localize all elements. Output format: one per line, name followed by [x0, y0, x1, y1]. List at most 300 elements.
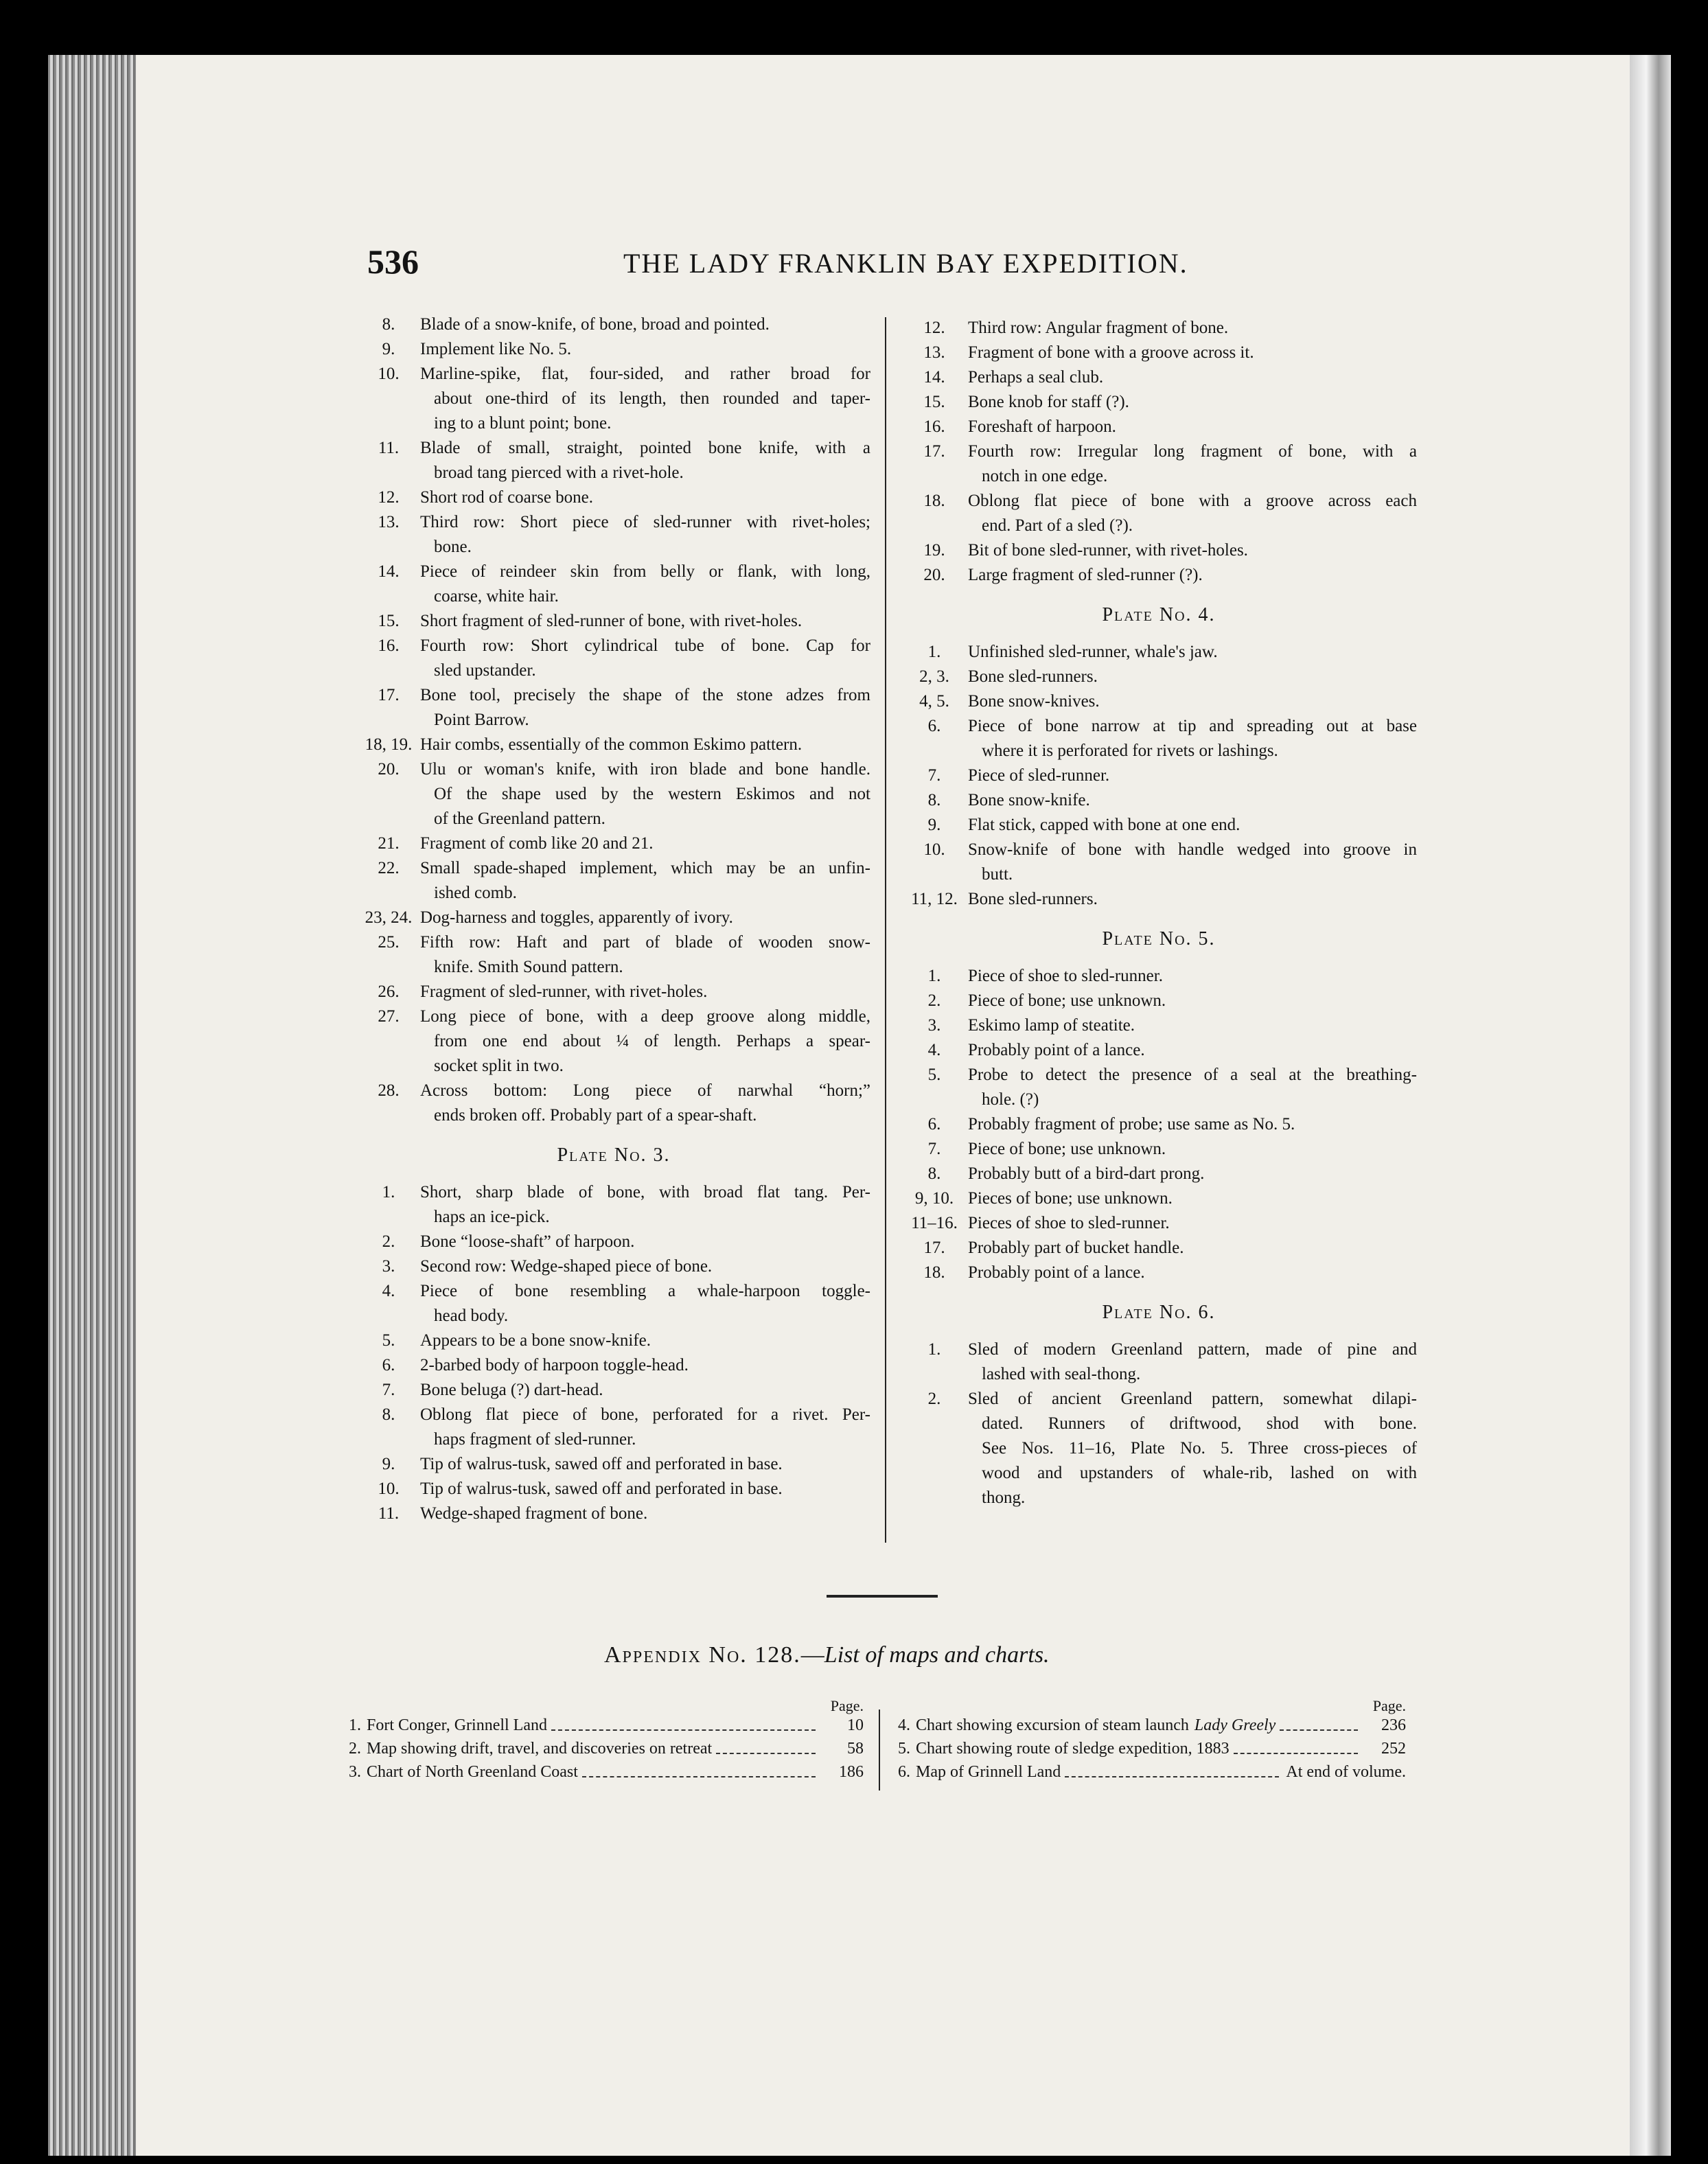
description-line: Piece of bone narrow at tip and spreading out at base: [968, 717, 1417, 735]
description-line: Probably point of a lance.: [968, 1263, 1145, 1282]
description-line: Third row: Short piece of sled-runner with rivet-holes;: [420, 513, 870, 531]
list-item: [901, 813, 1417, 838]
appendix-subtitle: List of maps and charts.: [824, 1642, 1050, 1668]
description-line: Blade of small, straight, pointed bone knife, with a: [420, 439, 870, 457]
item-description: [968, 640, 1417, 665]
list-item: [901, 1038, 1417, 1063]
list-item: [357, 733, 870, 757]
description-line: Oblong flat piece of bone, perforated for a rivet. Per-: [420, 1405, 870, 1424]
item-description: [968, 1337, 1417, 1387]
description-line: Marline-spike, flat, four-sided, and rather broad for: [420, 365, 870, 383]
item-number: 7.: [382, 1381, 395, 1399]
list-item: [357, 757, 870, 831]
description-line: Piece of reindeer skin from belly or flank, with long,: [420, 562, 870, 581]
item-number: 6.: [927, 717, 941, 735]
list-item: [901, 489, 1417, 538]
list-item: [357, 1501, 870, 1526]
map-list-item: [898, 1760, 1406, 1784]
description-line: Probably point of a lance.: [968, 1041, 1145, 1059]
list-item: [901, 316, 1417, 341]
list-item: [901, 365, 1417, 390]
plate-5-heading: Plate No. 5.: [1102, 928, 1216, 949]
item-number: 18, 19.: [365, 735, 413, 754]
item-description: [968, 665, 1417, 689]
appendix-label: Appendix No. 128.: [604, 1642, 801, 1668]
map-title: Map showing drift, travel, and discoveries on retreat: [367, 1739, 713, 1758]
item-description: [968, 365, 1417, 390]
list-item: [357, 1403, 870, 1452]
item-description: [968, 1063, 1417, 1112]
item-number: 26.: [378, 982, 400, 1001]
item-description: [968, 1211, 1417, 1236]
appendix-heading: [604, 1642, 1050, 1668]
left-column: [357, 312, 870, 1526]
description-line: head body.: [434, 1307, 509, 1325]
item-description: [968, 788, 1417, 813]
item-number: 11–16.: [911, 1214, 958, 1232]
item-number: 9.: [382, 340, 395, 358]
item-number: 21.: [378, 834, 400, 853]
list-item: [901, 415, 1417, 439]
description-line: Bone tool, precisely the shape of the stone adzes from: [420, 686, 870, 704]
item-number: 16.: [923, 417, 945, 436]
page-column-header: Page.: [830, 1697, 864, 1714]
list-item: [901, 538, 1417, 563]
item-description: [420, 1403, 870, 1452]
description-line: Probe to detect the presence of a seal at the breathing-: [968, 1066, 1417, 1084]
list-item: [901, 563, 1417, 588]
description-line: Bone sled-runners.: [968, 890, 1098, 908]
list-item: [901, 887, 1417, 912]
description-line: ends broken off. Probably part of a spear-shaft.: [434, 1106, 757, 1125]
list-item: [357, 1180, 870, 1230]
dot-leader: [1280, 1729, 1358, 1731]
list-item: [357, 906, 870, 930]
description-line: Foreshaft of harpoon.: [968, 417, 1116, 436]
item-description: [968, 989, 1417, 1013]
description-line: hole. (?): [982, 1090, 1039, 1109]
description-line: Pieces of bone; use unknown.: [968, 1189, 1173, 1208]
list-item: [901, 1162, 1417, 1186]
description-line: thong.: [982, 1488, 1026, 1507]
item-number: 3.: [382, 1257, 395, 1276]
item-description: [420, 1279, 870, 1328]
item-description: [420, 856, 870, 906]
description-line: Pieces of shoe to sled-runner.: [968, 1214, 1170, 1232]
item-number: 4, 5.: [919, 692, 949, 711]
map-number: 1.: [349, 1716, 361, 1734]
item-description: [420, 312, 870, 337]
description-line: Short fragment of sled-runner of bone, with rivet-holes.: [420, 612, 803, 630]
description-line: Perhaps a seal club.: [968, 368, 1104, 387]
map-number: 6.: [898, 1762, 910, 1781]
list-item: [901, 763, 1417, 788]
item-number: 14.: [923, 368, 945, 387]
item-number: 14.: [378, 562, 400, 581]
description-line: butt.: [982, 865, 1013, 884]
list-item: [901, 390, 1417, 415]
description-line: Piece of shoe to sled-runner.: [968, 967, 1163, 985]
list-item: [357, 312, 870, 337]
item-description: [420, 733, 870, 757]
description-line: Of the shape used by the western Eskimos and not: [434, 785, 870, 803]
item-description: [420, 485, 870, 510]
map-title: Chart showing route of sledge expedition, 1883: [916, 1739, 1230, 1758]
item-description: [420, 1004, 870, 1079]
item-description: [420, 634, 870, 683]
description-line: Ulu or woman's knife, with iron blade and bone handle.: [420, 760, 870, 779]
description-line: Appears to be a bone snow-knife.: [420, 1331, 651, 1350]
item-number: 10.: [378, 365, 400, 383]
item-description: [420, 1452, 870, 1477]
item-number: 1.: [927, 967, 941, 985]
description-line: Piece of bone; use unknown.: [968, 991, 1166, 1010]
list-item: [357, 856, 870, 906]
maps-table-right: [898, 1697, 1406, 1784]
description-line: dated. Runners of driftwood, shod with bone.: [982, 1414, 1417, 1433]
item-description: [968, 1013, 1417, 1038]
description-line: Long piece of bone, with a deep groove along middle,: [420, 1007, 870, 1026]
description-line: wood and upstanders of whale-rib, lashed on with: [982, 1464, 1417, 1482]
list-item: [357, 1328, 870, 1353]
description-line: Fourth row: Short cylindrical tube of bone. Cap for: [420, 636, 870, 655]
item-description: [420, 906, 870, 930]
item-number: 13.: [378, 513, 400, 531]
list-item: [357, 436, 870, 485]
description-line: Sled of modern Greenland pattern, made of pine and: [968, 1340, 1417, 1359]
list-item: [357, 560, 870, 609]
description-line: Probably fragment of probe; use same as No. 5.: [968, 1115, 1295, 1133]
item-number: 20.: [378, 760, 400, 779]
item-number: 23, 24.: [365, 908, 413, 927]
description-line: Small spade-shaped implement, which may be an unfin-: [420, 859, 870, 877]
list-item: [357, 1353, 870, 1378]
list-item: [357, 683, 870, 733]
list-item: [357, 1254, 870, 1279]
description-line: Hair combs, essentially of the common Eskimo pattern.: [420, 735, 803, 754]
right-column: [901, 316, 1417, 1510]
item-description: [420, 1254, 870, 1279]
item-description: [420, 609, 870, 634]
item-description: [968, 316, 1417, 341]
list-item: [901, 1013, 1417, 1038]
dot-leader: [551, 1729, 816, 1731]
list-item: [901, 439, 1417, 489]
item-number: 4.: [382, 1282, 395, 1300]
list-item: [901, 1137, 1417, 1162]
item-number: 6.: [382, 1356, 395, 1374]
description-line: Bone “loose-shaft” of harpoon.: [420, 1232, 635, 1251]
dot-leader: [716, 1753, 816, 1754]
dot-leader: [1234, 1753, 1358, 1754]
description-line: notch in one edge.: [982, 467, 1108, 485]
list-item: [901, 1387, 1417, 1510]
description-line: Tip of walrus-tusk, sawed off and perforated in base.: [420, 1455, 783, 1473]
description-line: knife. Smith Sound pattern.: [434, 958, 623, 976]
item-description: [420, 1378, 870, 1403]
item-number: 4.: [927, 1041, 941, 1059]
description-line: Bone snow-knife.: [968, 791, 1090, 809]
item-description: [968, 341, 1417, 365]
description-line: Piece of sled-runner.: [968, 766, 1110, 785]
description-line: Probably part of bucket handle.: [968, 1239, 1184, 1257]
description-line: Probably butt of a bird-dart prong.: [968, 1164, 1205, 1183]
item-number: 5.: [382, 1331, 395, 1350]
list-item: [357, 1279, 870, 1328]
description-line: 2-barbed body of harpoon toggle-head.: [420, 1356, 689, 1374]
item-description: [420, 362, 870, 436]
list-item: [357, 1452, 870, 1477]
plate-4-entry-list: [901, 640, 1417, 912]
item-description: [968, 763, 1417, 788]
item-description: [420, 757, 870, 831]
description-line: Piece of bone resembling a whale-harpoon toggle-: [420, 1282, 870, 1300]
map-page: At end of volume.: [1286, 1762, 1406, 1781]
map-page: 186: [839, 1762, 864, 1781]
map-number: 4.: [898, 1716, 910, 1734]
description-line: lashed with seal-thong.: [982, 1365, 1141, 1383]
list-item: [357, 1378, 870, 1403]
running-title: THE LADY FRANKLIN BAY EXPEDITION.: [623, 248, 1188, 279]
column-divider: [885, 317, 886, 1543]
description-line: See Nos. 11–16, Plate No. 5. Three cross-pieces of: [982, 1439, 1417, 1458]
plate-6-entry-list: [901, 1337, 1417, 1510]
map-title: Map of Grinnell Land: [916, 1762, 1061, 1781]
description-line: Fragment of sled-runner, with rivet-holes.: [420, 982, 708, 1001]
item-description: [968, 1186, 1417, 1211]
list-item: [901, 788, 1417, 813]
item-number: 9.: [927, 816, 941, 834]
description-line: sled upstander.: [434, 661, 536, 680]
item-description: [968, 1261, 1417, 1285]
item-number: 18.: [923, 1263, 945, 1282]
item-description: [968, 838, 1417, 887]
description-line: Unfinished sled-runner, whale's jaw.: [968, 643, 1218, 661]
description-line: Flat stick, capped with bone at one end.: [968, 816, 1240, 834]
list-item: [357, 337, 870, 362]
item-description: [968, 1112, 1417, 1137]
description-line: Dog-harness and toggles, apparently of ivory.: [420, 908, 733, 927]
item-number: 2, 3.: [919, 667, 949, 686]
description-line: end. Part of a sled (?).: [982, 516, 1133, 535]
plate-3-heading: Plate No. 3.: [557, 1144, 671, 1166]
book-page-edges-left: [48, 55, 137, 2156]
plate-4-heading: Plate No. 4.: [1102, 604, 1216, 625]
list-item: [357, 1004, 870, 1079]
item-number: 2.: [927, 991, 941, 1010]
description-line: Bit of bone sled-runner, with rivet-holes.: [968, 541, 1248, 560]
description-line: Fourth row: Irregular long fragment of bone, with a: [968, 442, 1417, 461]
description-line: Oblong flat piece of bone with a groove across each: [968, 492, 1417, 510]
item-number: 18.: [923, 492, 945, 510]
description-line: ished comb.: [434, 884, 517, 902]
item-description: [420, 1501, 870, 1526]
item-number: 2.: [927, 1390, 941, 1408]
description-line: Across bottom: Long piece of narwhal “horn;”: [420, 1081, 870, 1100]
item-description: [968, 489, 1417, 538]
map-page: 236: [1381, 1716, 1406, 1734]
map-title: Chart showing excursion of steam launch: [916, 1716, 1189, 1734]
list-item: [901, 665, 1417, 689]
item-description: [968, 439, 1417, 489]
description-line: Blade of a snow-knife, of bone, broad and pointed.: [420, 315, 770, 334]
description-line: Fifth row: Haft and part of blade of wooden snow-: [420, 933, 870, 952]
map-list-item: [349, 1714, 864, 1737]
maps-list-left: [349, 1714, 864, 1784]
item-description: [968, 1137, 1417, 1162]
description-line: Point Barrow.: [434, 711, 529, 729]
item-number: 6.: [927, 1115, 941, 1133]
item-number: 13.: [923, 343, 945, 362]
item-number: 16.: [378, 636, 400, 655]
description-line: broad tang pierced with a rivet-hole.: [434, 463, 684, 482]
item-number: 12.: [923, 319, 945, 337]
map-list-item: [349, 1737, 864, 1760]
map-page: 252: [1381, 1739, 1406, 1758]
map-list-item: [898, 1737, 1406, 1760]
item-description: [420, 1230, 870, 1254]
item-number: 7.: [927, 766, 941, 785]
description-line: socket split in two.: [434, 1057, 564, 1075]
maps-table-left: [349, 1697, 864, 1784]
description-line: Snow-knife of bone with handle wedged into groove in: [968, 840, 1417, 859]
list-item: [357, 831, 870, 856]
page-column-header-right: Page.: [1372, 1697, 1406, 1714]
item-number: 5.: [927, 1066, 941, 1084]
description-line: Third row: Angular fragment of bone.: [968, 319, 1229, 337]
list-item: [901, 341, 1417, 365]
item-description: [420, 683, 870, 733]
description-line: Bone snow-knives.: [968, 692, 1100, 711]
map-title: Chart of North Greenland Coast: [367, 1762, 578, 1781]
item-description: [420, 1353, 870, 1378]
item-description: [420, 1180, 870, 1230]
item-description: [968, 887, 1417, 912]
description-line: bone.: [434, 538, 472, 556]
item-description: [420, 930, 870, 980]
plate-6-heading: Plate No. 6.: [1102, 1302, 1216, 1323]
list-item: [901, 1337, 1417, 1387]
description-line: where it is perforated for rivets or lashings.: [982, 741, 1278, 760]
description-line: from one end about ¼ of length. Perhaps a spear-: [434, 1032, 870, 1050]
list-item: [901, 1261, 1417, 1285]
item-description: [420, 831, 870, 856]
map-list-item: [898, 1714, 1406, 1737]
item-number: 27.: [378, 1007, 400, 1026]
list-item: [357, 1230, 870, 1254]
item-description: [420, 510, 870, 560]
list-item: [901, 1186, 1417, 1211]
item-description: [420, 337, 870, 362]
item-number: 22.: [378, 859, 400, 877]
description-line: haps an ice-pick.: [434, 1208, 550, 1226]
list-item: [357, 362, 870, 436]
description-line: Short rod of coarse bone.: [420, 488, 594, 507]
appendix-dash: —: [800, 1642, 824, 1668]
item-description: [968, 964, 1417, 989]
description-line: Eskimo lamp of steatite.: [968, 1016, 1135, 1035]
item-number: 20.: [923, 566, 945, 584]
list-item: [357, 510, 870, 560]
description-line: Second row: Wedge-shaped piece of bone.: [420, 1257, 713, 1276]
item-description: [968, 415, 1417, 439]
description-line: Fragment of bone with a groove across it.: [968, 343, 1254, 362]
item-number: 8.: [927, 1164, 941, 1183]
right-entry-list: [901, 316, 1417, 588]
list-item: [901, 1211, 1417, 1236]
item-description: [968, 563, 1417, 588]
item-description: [968, 538, 1417, 563]
item-number: 1.: [927, 643, 941, 661]
item-number: 12.: [378, 488, 400, 507]
item-number: 15.: [923, 393, 945, 411]
map-title: Fort Conger, Grinnell Land: [367, 1716, 547, 1734]
list-item: [901, 714, 1417, 763]
item-number: 2.: [382, 1232, 395, 1251]
description-line: Sled of ancient Greenland pattern, somewhat dilapi-: [968, 1390, 1417, 1408]
list-item: [901, 838, 1417, 887]
map-page: 58: [847, 1739, 864, 1758]
description-line: Fragment of comb like 20 and 21.: [420, 834, 654, 853]
maps-list-right: [898, 1714, 1406, 1784]
item-description: [968, 1038, 1417, 1063]
item-number: 25.: [378, 933, 400, 952]
description-line: Implement like No. 5.: [420, 340, 572, 358]
left-entry-list: [357, 312, 870, 1128]
item-number: 1.: [927, 1340, 941, 1359]
description-line: haps fragment of sled-runner.: [434, 1430, 636, 1449]
item-number: 9, 10.: [914, 1189, 954, 1208]
plate-5-entry-list: [901, 964, 1417, 1285]
item-description: [420, 1079, 870, 1128]
map-number: 3.: [349, 1762, 361, 1781]
list-item: [901, 1112, 1417, 1137]
description-line: Short, sharp blade of bone, with broad flat tang. Per-: [420, 1183, 870, 1201]
item-description: [968, 1387, 1417, 1510]
description-line: Tip of walrus-tusk, sawed off and perforated in base.: [420, 1480, 783, 1498]
description-line: Wedge-shaped fragment of bone.: [420, 1504, 648, 1523]
item-number: 11, 12.: [911, 890, 958, 908]
description-line: ing to a blunt point; bone.: [434, 414, 612, 433]
list-item: [357, 485, 870, 510]
item-number: 17.: [923, 442, 945, 461]
description-line: Piece of bone; use unknown.: [968, 1140, 1166, 1158]
list-item: [357, 1477, 870, 1501]
description-line: of the Greenland pattern.: [434, 809, 605, 828]
list-item: [357, 634, 870, 683]
item-number: 8.: [927, 791, 941, 809]
list-item: [901, 689, 1417, 714]
item-number: 15.: [378, 612, 400, 630]
list-item: [357, 1079, 870, 1128]
map-page: 10: [847, 1716, 864, 1734]
maps-divider: [879, 1710, 880, 1791]
item-number: 19.: [923, 541, 945, 560]
item-number: 1.: [382, 1183, 395, 1201]
item-number: 8.: [382, 315, 395, 334]
item-number: 17.: [378, 686, 400, 704]
item-number: 9.: [382, 1455, 395, 1473]
description-line: Large fragment of sled-runner (?).: [968, 566, 1203, 584]
item-description: [968, 813, 1417, 838]
description-line: coarse, white hair.: [434, 587, 559, 606]
list-item: [901, 1063, 1417, 1112]
map-title-italic: Lady Greely: [1194, 1716, 1276, 1734]
item-description: [968, 689, 1417, 714]
list-item: [357, 930, 870, 980]
map-number: 5.: [898, 1739, 910, 1758]
description-line: Bone beluga (?) dart-head.: [420, 1381, 603, 1399]
